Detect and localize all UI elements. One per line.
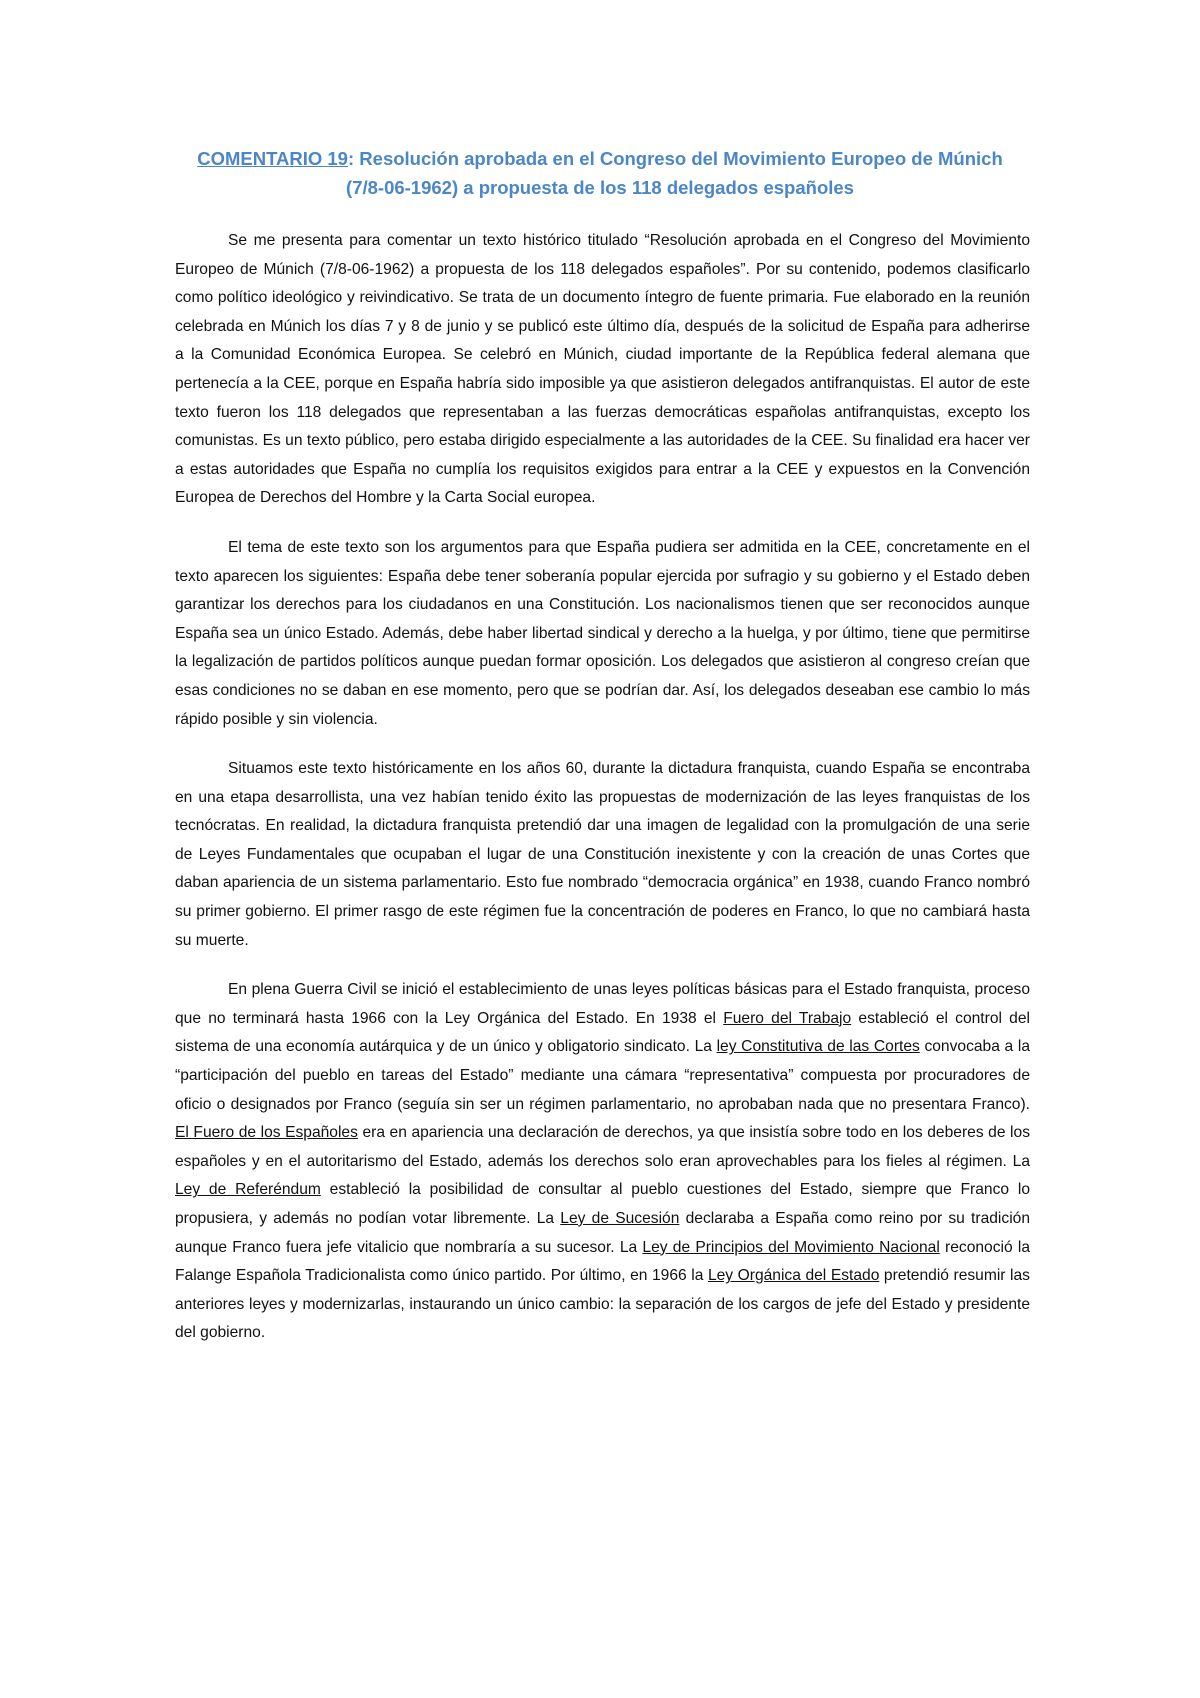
p4-text-4: era en apariencia una declaración de derechos, ya que insistía sobre todo en los deberes de los españoles y en el autoritarismo del Estado, además los derechos solo eran aprovechables para los fieles al régimen. La — [175, 1124, 1030, 1170]
title-label: COMENTARIO 19 — [197, 148, 348, 169]
title-line-2: (7/8-06-1962) a propuesta de los 118 delegados españoles — [346, 177, 854, 198]
paragraph-introduction: Se me presenta para comentar un texto histórico titulado “Resolución aprobada en el Congreso del Movimiento Europeo de Múnich (7/8-06-1962) a propuesta de los 118 delegados españoles”. Por su contenido, podemos clasificarlo como político ideológico y reivindicativo. Se trata de un documento íntegro de fuente primaria. Fue elaborado en la reunión celebrada en Múnich los días 7 y 8 de junio y se publicó este último día, después de la solicitud de España para adherirse a la Comunidad Económica Europea. Se celebró en Múnich, ciudad importante de la República federal alemana que pertenecía a la CEE, porque en España habría sido imposible ya que asistieron delegados antifranquistas. El autor de este texto fueron los 118 delegados que representaban a las fuerzas democráticas españolas antifranquistas, excepto los comunistas. Es un texto público, pero estaba dirigido especialmente a las autoridades de la CEE. Su finalidad era hacer ver a estas autoridades que España no cumplía los requisitos exigidos para entrar a la CEE y expuestos en la Convención Europea de Derechos del Hombre y la Carta Social europea. — [175, 232, 1030, 507]
p4-text-3: convocaba a la “participación del pueblo en tareas del Estado” mediante una cámara “representativa” compuesta por procuradores de oficio o designados por Franco (seguía sin ser un régimen parlamentario, no aprobaban nada que no presentara Franco). — [175, 1038, 1030, 1113]
p4-text-6: declaraba a España como reino por su tradición aunque Franco fuera jefe vitalicio que nombraría a su sucesor. La — [175, 1210, 1031, 1256]
link-ley-organica-estado: Ley Orgánica del Estado — [707, 1267, 880, 1285]
p4-text-1: En plena Guerra Civil se inició el establecimiento de unas leyes políticas básicas para el Estado franquista, proceso que no terminará hasta 1966 con la Ley Orgánica del Estado. En 1938 el — [175, 981, 1030, 1027]
p4-text-5: estableció la posibilidad de consultar al pueblo cuestiones del Estado, siempre que Franco lo propusiera, y además no podían votar libremente. La — [175, 1181, 1030, 1227]
link-ley-principios-movimiento: Ley de Principios del Movimiento Nacional — [642, 1238, 940, 1256]
link-fuero-de-los-espanoles: El Fuero de los Españoles — [175, 1124, 358, 1142]
link-fuero-del-trabajo: Fuero del Trabajo — [723, 1009, 852, 1027]
document-title — [150, 144, 1050, 202]
p4-text-8: pretendió resumir las anteriores leyes y modernizarlas, instaurando un único cambio: la separación de los cargos de jefe del Estado y presidente del gobierno. — [175, 1267, 1030, 1342]
paragraph-theme: El tema de este texto son los argumentos para que España pudiera ser admitida en la CEE, concretamente en el texto aparecen los siguientes: España debe tener soberanía popular ejercida por sufragio y su gobierno y el Estado deben garantizar los derechos para los ciudadanos en una Constitución. Los nacionalismos tienen que ser reconocidos aunque España sea un único Estado. Además, debe haber libertad sindical y derecho a la huelga, y por último, tiene que permitirse la legalización de partidos políticos aunque puedan formar oposición. Los delegados que asistieron al congreso creían que esas condiciones no se daban en ese momento, pero que se podrían dar. Así, los delegados deseaban ese cambio lo más rápido posible y sin violencia. — [175, 538, 1030, 728]
paragraph-fundamental-laws — [175, 976, 1030, 1348]
document-body — [175, 227, 1030, 1348]
title-colon: : — [347, 148, 355, 169]
link-ley-constitutiva-cortes: ley Constitutiva de las Cortes — [716, 1038, 920, 1056]
p4-text-2: estableció el control del sistema de una economía autárquica y de un único y obligatorio sindicato. La — [175, 1009, 1030, 1056]
link-ley-de-sucesion: Ley de Sucesión — [560, 1210, 680, 1227]
title-line-1: Resolución aprobada en el Congreso del Movimiento Europeo de Múnich — [354, 148, 1003, 169]
p4-text-7: reconoció la Falange Española Tradicionalista como único partido. Por último, en 1966 la — [175, 1238, 1030, 1285]
paragraph-context: Situamos este texto históricamente en los años 60, durante la dictadura franquista, cuando España se encontraba en una etapa desarrollista, una vez habían tenido éxito las propuestas de modernización de las leyes franquistas de los tecnócratas. En realidad, la dictadura franquista pretendió dar una imagen de legalidad con la promulgación de una serie de Leyes Fundamentales que ocupaban el lugar de una Constitución inexistente y con la creación de unas Cortes que daban apariencia de un sistema parlamentario. Esto fue nombrado “democracia orgánica” en 1938, cuando Franco nombró su primer gobierno. El primer rasgo de este régimen fue la concentración de poderes en Franco, lo que no cambiará hasta su muerte. — [175, 760, 1030, 949]
link-ley-de-referendum: Ley de Referéndum — [175, 1181, 321, 1199]
